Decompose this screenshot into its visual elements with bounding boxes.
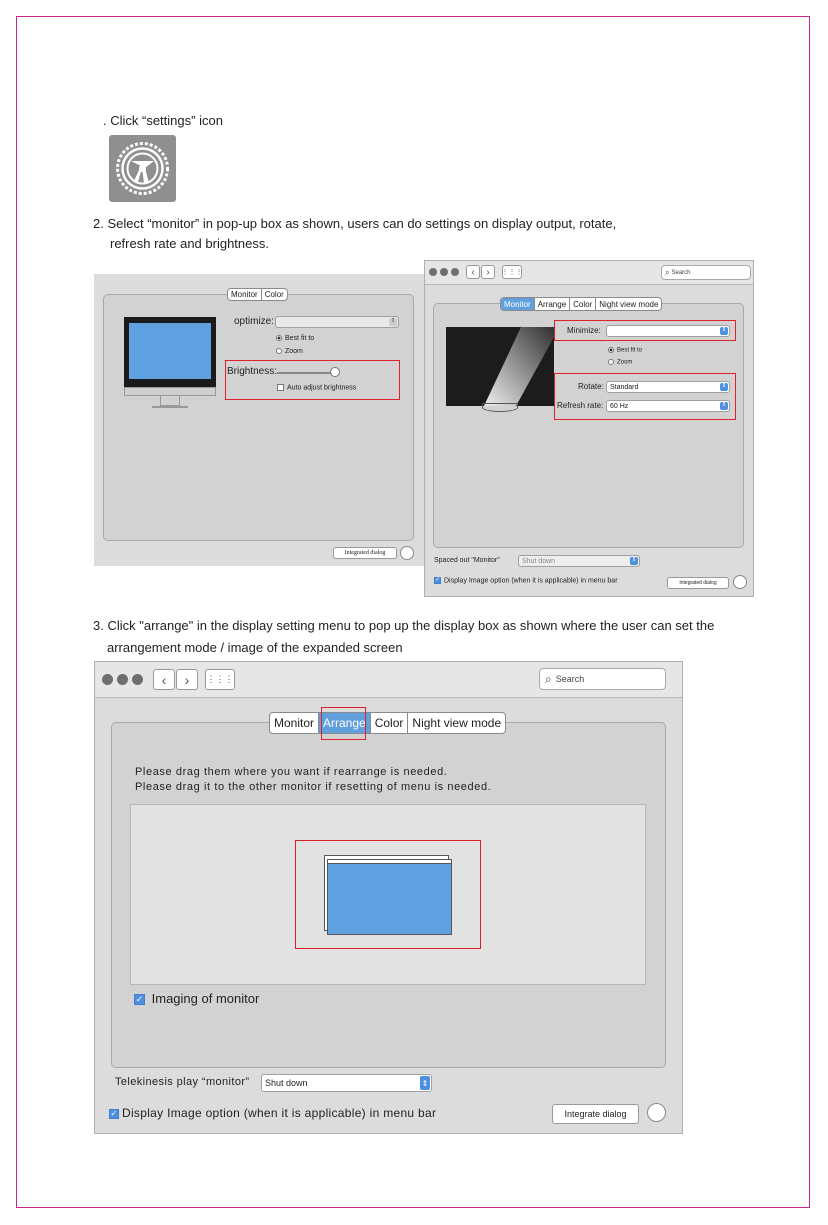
- minimize-dot[interactable]: [117, 674, 128, 685]
- tab-color[interactable]: Color: [264, 290, 284, 299]
- tab-arrange[interactable]: Arrange: [535, 298, 570, 310]
- radio-zoom[interactable]: [276, 348, 282, 354]
- step2-text-line1: 2. Select “monitor” in pop-up box as shown, users can do settings on display output, rotate,: [93, 216, 617, 231]
- arrange-display-option[interactable]: [109, 1106, 436, 1120]
- right-option-best-fit-label: Best fit to: [617, 347, 643, 354]
- chevron-right-icon[interactable]: ›: [481, 265, 495, 279]
- chevron-left-icon[interactable]: ‹: [153, 669, 175, 690]
- tab-night-view[interactable]: Night view mode: [412, 716, 502, 730]
- right-option-zoom-label: Zoom: [617, 359, 633, 366]
- arrange-search-input[interactable]: [539, 668, 666, 690]
- left-settings-window: [94, 274, 424, 566]
- step2-text-line2: refresh rate and brightness.: [110, 236, 269, 251]
- integrate-dialog-button[interactable]: Integrate dialog: [552, 1104, 639, 1124]
- instruction-line1: Please drag them where you want if rearrange is needed.: [135, 766, 448, 778]
- spaced-out-select[interactable]: Shut down ⇕: [518, 555, 640, 567]
- grid-icon[interactable]: ⋮⋮⋮: [205, 669, 235, 690]
- search-placeholder: Search: [555, 674, 585, 684]
- monitor-chin: [124, 387, 216, 396]
- radio-zoom[interactable]: [608, 359, 614, 365]
- arrange-tab-highlight: [321, 707, 366, 740]
- option-zoom[interactable]: [276, 348, 303, 355]
- minimize-select[interactable]: ⇕: [606, 325, 730, 337]
- zoom-dot[interactable]: [132, 674, 143, 685]
- tab-color[interactable]: Color: [371, 713, 409, 733]
- auto-adjust-checkbox[interactable]: [277, 384, 284, 391]
- option-best-fit-label: Best fit to: [285, 335, 315, 342]
- brightness-label: Brightness:: [227, 366, 278, 377]
- grid-icon[interactable]: ⋮⋮⋮: [502, 265, 522, 279]
- minimize-label: Minimize:: [567, 326, 601, 335]
- radio-best-fit[interactable]: [608, 347, 614, 353]
- right-option-best-fit[interactable]: [608, 347, 642, 354]
- imaging-option[interactable]: [134, 991, 259, 1006]
- auto-adjust-option[interactable]: [277, 384, 356, 391]
- tab-color[interactable]: Color: [570, 298, 596, 310]
- tab-night-view[interactable]: Night view mode: [599, 299, 659, 309]
- auto-adjust-label: Auto adjust brightness: [287, 384, 357, 392]
- arrange-help-button[interactable]: [647, 1103, 666, 1122]
- tab-monitor[interactable]: Monitor: [501, 298, 535, 310]
- right-tab-bar: [500, 297, 662, 311]
- right-display-option-label: Display Image option (when it is applicable) in menu bar: [444, 577, 618, 585]
- telekinesis-select[interactable]: Shut down ⇕: [261, 1074, 432, 1092]
- tab-monitor[interactable]: Monitor: [228, 289, 262, 300]
- arrange-display-option-label: Display Image option (when it is applicable) in menu bar: [122, 1106, 437, 1120]
- option-best-fit[interactable]: [276, 335, 314, 342]
- monitor-tile-front[interactable]: [327, 863, 452, 935]
- close-dot[interactable]: [429, 268, 437, 276]
- rotate-value: Standard: [610, 383, 639, 391]
- search-icon: ⌕: [545, 671, 552, 686]
- refresh-rate-label: Refresh rate:: [557, 401, 604, 410]
- chevron-right-icon[interactable]: ›: [176, 669, 198, 690]
- minimize-dot[interactable]: [440, 268, 448, 276]
- search-icon: ⌕: [665, 267, 670, 277]
- refresh-rate-select[interactable]: 60 Hz ⇕: [606, 400, 730, 412]
- spaced-out-value: Shut down: [522, 557, 556, 565]
- brightness-slider-knob[interactable]: [330, 367, 340, 377]
- dark-monitor-image: [446, 327, 554, 406]
- close-dot[interactable]: [102, 674, 113, 685]
- zoom-dot[interactable]: [451, 268, 459, 276]
- settings-gear-icon[interactable]: [109, 135, 176, 202]
- help-button[interactable]: [400, 546, 414, 560]
- arrange-window: [94, 661, 683, 1134]
- rotate-select[interactable]: Standard ⇕: [606, 381, 730, 393]
- monitor-base: [152, 406, 188, 408]
- right-option-zoom[interactable]: [608, 359, 632, 366]
- right-display-checkbox[interactable]: ✓: [435, 577, 441, 583]
- telekinesis-label: Telekinesis play “monitor”: [115, 1076, 250, 1088]
- left-tab-bar: [227, 288, 288, 301]
- optimize-label: optimize:: [234, 316, 275, 327]
- right-toolbar: [425, 261, 753, 285]
- integrated-dialog-button[interactable]: Integrated dialog: [333, 547, 397, 559]
- arrange-tab-bar: [269, 712, 506, 734]
- arrange-toolbar: [95, 662, 682, 698]
- monitor-image: [124, 317, 216, 387]
- brightness-slider-track[interactable]: [277, 372, 337, 374]
- right-search-input[interactable]: [661, 265, 751, 280]
- arrange-display-checkbox[interactable]: ✓: [110, 1108, 118, 1118]
- instruction-line2: Please drag it to the other monitor if resetting of menu is needed.: [135, 781, 492, 793]
- search-placeholder: Search: [671, 269, 691, 276]
- right-help-button[interactable]: [733, 575, 747, 589]
- imaging-label: Imaging of monitor: [151, 991, 260, 1006]
- telekinesis-value: Shut down: [265, 1078, 308, 1088]
- right-display-option[interactable]: [434, 577, 618, 584]
- monitor-screen: [129, 323, 211, 379]
- right-integrated-dialog-button[interactable]: Integrated dialog: [667, 577, 729, 589]
- optimize-select[interactable]: ⇕: [275, 316, 399, 328]
- chevron-left-icon[interactable]: ‹: [466, 265, 480, 279]
- tab-arrange[interactable]: Arrange: [319, 713, 371, 733]
- step1-text: . Click “settings” icon: [103, 113, 223, 128]
- tab-monitor[interactable]: Monitor: [270, 713, 319, 733]
- monitor-stand: [160, 396, 180, 406]
- step3-text-line1: 3. Click "arrange" in the display setting menu to pop up the display box as shown where the user can set the: [93, 618, 715, 633]
- dark-monitor-stand: [482, 403, 518, 412]
- imaging-checkbox[interactable]: ✓: [135, 994, 144, 1005]
- option-zoom-label: Zoom: [285, 348, 303, 355]
- spaced-out-label: Spaced out "Monitor": [434, 557, 500, 564]
- step3-text-line2: arrangement mode / image of the expanded screen: [107, 640, 403, 655]
- refresh-rate-value: 60 Hz: [610, 402, 629, 410]
- right-settings-window: [424, 260, 754, 597]
- rotate-label: Rotate:: [578, 382, 604, 391]
- radio-best-fit[interactable]: [276, 335, 282, 341]
